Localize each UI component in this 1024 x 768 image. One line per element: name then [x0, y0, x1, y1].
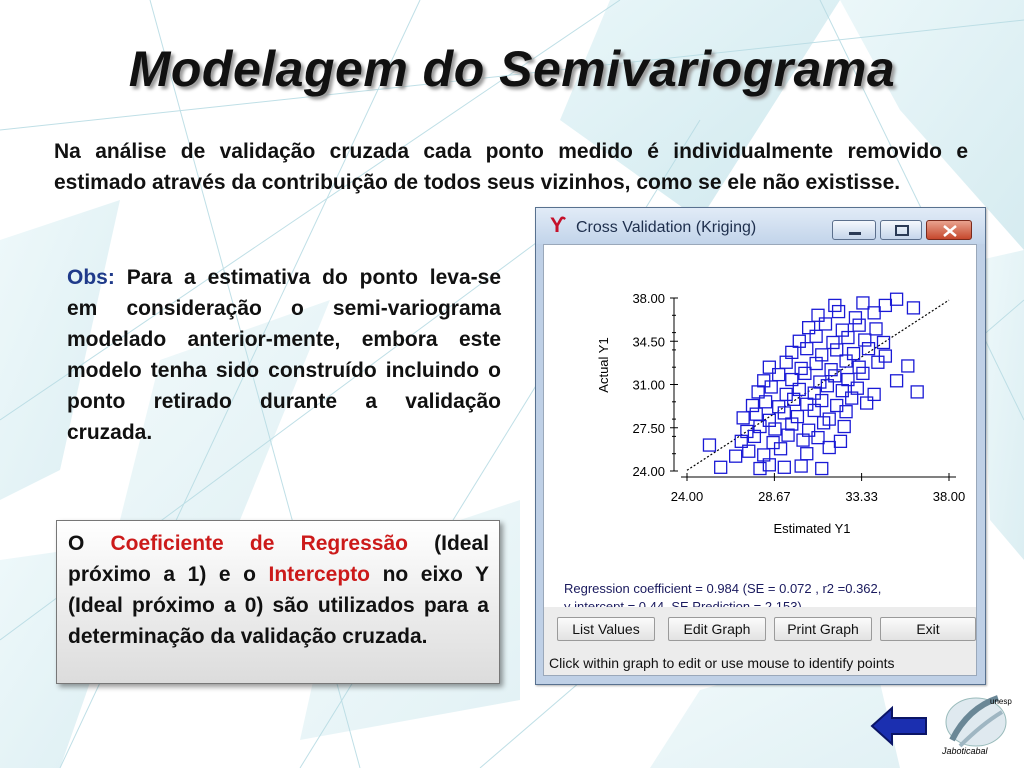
cross-validation-window: [535, 207, 986, 685]
data-point[interactable]: [747, 400, 759, 412]
data-point[interactable]: [715, 461, 727, 473]
data-point[interactable]: [827, 336, 839, 348]
data-point[interactable]: [879, 299, 891, 311]
data-point[interactable]: [861, 397, 873, 409]
window-titlebar[interactable]: [536, 208, 985, 244]
close-button[interactable]: [926, 220, 972, 240]
data-point[interactable]: [795, 362, 807, 374]
data-point[interactable]: [793, 335, 805, 347]
status-bar: Click within graph to edit or use mouse to identify points: [544, 653, 976, 675]
data-point[interactable]: [803, 322, 815, 334]
data-point[interactable]: [750, 408, 762, 420]
data-point[interactable]: [836, 385, 848, 397]
maximize-icon: [881, 221, 923, 241]
data-point[interactable]: [878, 336, 890, 348]
regression-line: [687, 300, 949, 470]
data-point[interactable]: [838, 421, 850, 433]
data-point[interactable]: [831, 344, 843, 356]
data-point[interactable]: [823, 442, 835, 454]
edit-graph-button[interactable]: Edit Graph: [668, 617, 766, 641]
data-point[interactable]: [859, 334, 871, 346]
obs-text: Para a estimativa do ponto leva-se em consideração o semi-variograma modelado anterior-mente, embora este modelo tenha sido construído incluindo o ponto retirado durante a validação cruzada.: [67, 266, 501, 444]
logo-text-jaboticabal: Jaboticabal: [942, 746, 988, 756]
y-tick-label: 24.00: [632, 464, 665, 479]
y-axis-label: Actual Y1: [596, 337, 611, 393]
y-tick-label: 27.50: [632, 420, 665, 436]
data-point[interactable]: [834, 435, 846, 447]
data-point[interactable]: [902, 360, 914, 372]
close-icon: [927, 221, 973, 241]
list-values-button[interactable]: List Values: [557, 617, 655, 641]
exit-button[interactable]: Exit: [880, 617, 976, 641]
data-point[interactable]: [911, 386, 923, 398]
data-point[interactable]: [819, 318, 831, 330]
unesp-logo: [938, 688, 1014, 758]
x-axis-label: Estimated Y1: [773, 521, 851, 536]
note-text-3: no eixo Y (Ideal próximo a 0) são utilizados para a determinação da validação cruzada.: [68, 563, 489, 648]
data-point[interactable]: [812, 309, 824, 321]
x-tick-label: 28.67: [758, 489, 791, 504]
data-point[interactable]: [868, 388, 880, 400]
data-point[interactable]: [801, 343, 813, 355]
data-point[interactable]: [840, 355, 852, 367]
data-point[interactable]: [778, 461, 790, 473]
data-point[interactable]: [808, 387, 820, 399]
data-point[interactable]: [754, 463, 766, 475]
obs-paragraph: [67, 262, 501, 448]
data-point[interactable]: [853, 319, 865, 331]
y-tick-label: 34.50: [632, 334, 665, 350]
y-tick-label: 38.00: [632, 291, 665, 306]
minimize-button[interactable]: [832, 220, 876, 240]
data-point[interactable]: [812, 432, 824, 444]
data-point[interactable]: [849, 312, 861, 324]
back-arrow-icon[interactable]: [870, 704, 930, 748]
data-point[interactable]: [737, 412, 749, 424]
note-highlight-coefficient: Coeficiente de Regressão: [110, 532, 408, 555]
data-point[interactable]: [848, 348, 860, 360]
data-point[interactable]: [730, 450, 742, 462]
button-row: [544, 607, 976, 653]
regression-note-box: [56, 520, 500, 684]
data-point[interactable]: [891, 375, 903, 387]
slide-title: Modelagem do Semivariograma: [128, 41, 896, 97]
note-highlight-intercept: Intercepto: [268, 563, 371, 586]
data-point[interactable]: [857, 297, 869, 309]
data-point[interactable]: [782, 429, 794, 441]
x-tick-label: 33.33: [845, 489, 878, 504]
data-point[interactable]: [799, 367, 811, 379]
x-tick-label: 24.00: [670, 489, 704, 504]
minimize-icon: [833, 221, 877, 241]
data-point[interactable]: [891, 293, 903, 305]
window-client-area: [543, 244, 977, 676]
maximize-button[interactable]: [880, 220, 922, 240]
data-point[interactable]: [842, 374, 854, 386]
obs-label: Obs:: [67, 266, 115, 289]
logo-text-unesp: unesp: [990, 697, 1012, 706]
regression-text-line1: Regression coefficient = 0.984 (SE = 0.072 , r2 =0.362,: [564, 581, 882, 596]
gamma-icon: ϒ: [550, 214, 567, 237]
window-title: Cross Validation (Kriging): [576, 219, 757, 236]
data-point[interactable]: [816, 463, 828, 475]
data-point[interactable]: [868, 307, 880, 319]
y-tick-label: 31.00: [632, 377, 665, 393]
x-tick-label: 38.00: [932, 489, 966, 504]
data-point[interactable]: [801, 448, 813, 460]
data-point[interactable]: [703, 439, 715, 451]
data-point[interactable]: [773, 369, 785, 381]
data-point[interactable]: [763, 361, 775, 373]
data-point[interactable]: [810, 330, 822, 342]
data-point[interactable]: [780, 388, 792, 400]
data-point[interactable]: [795, 460, 807, 472]
intro-paragraph: Na análise de validação cruzada cada ponto medido é individualmente removido e estimado através da contribuição de todos seus vizinhos, como se ele não existisse.: [54, 140, 968, 194]
scatter-plot[interactable]: [544, 245, 976, 607]
data-point[interactable]: [870, 323, 882, 335]
note-text-2: (Ideal próximo a 1) e o: [68, 532, 489, 586]
note-text-1: O: [68, 532, 111, 555]
data-point[interactable]: [907, 302, 919, 314]
print-graph-button[interactable]: Print Graph: [774, 617, 872, 641]
